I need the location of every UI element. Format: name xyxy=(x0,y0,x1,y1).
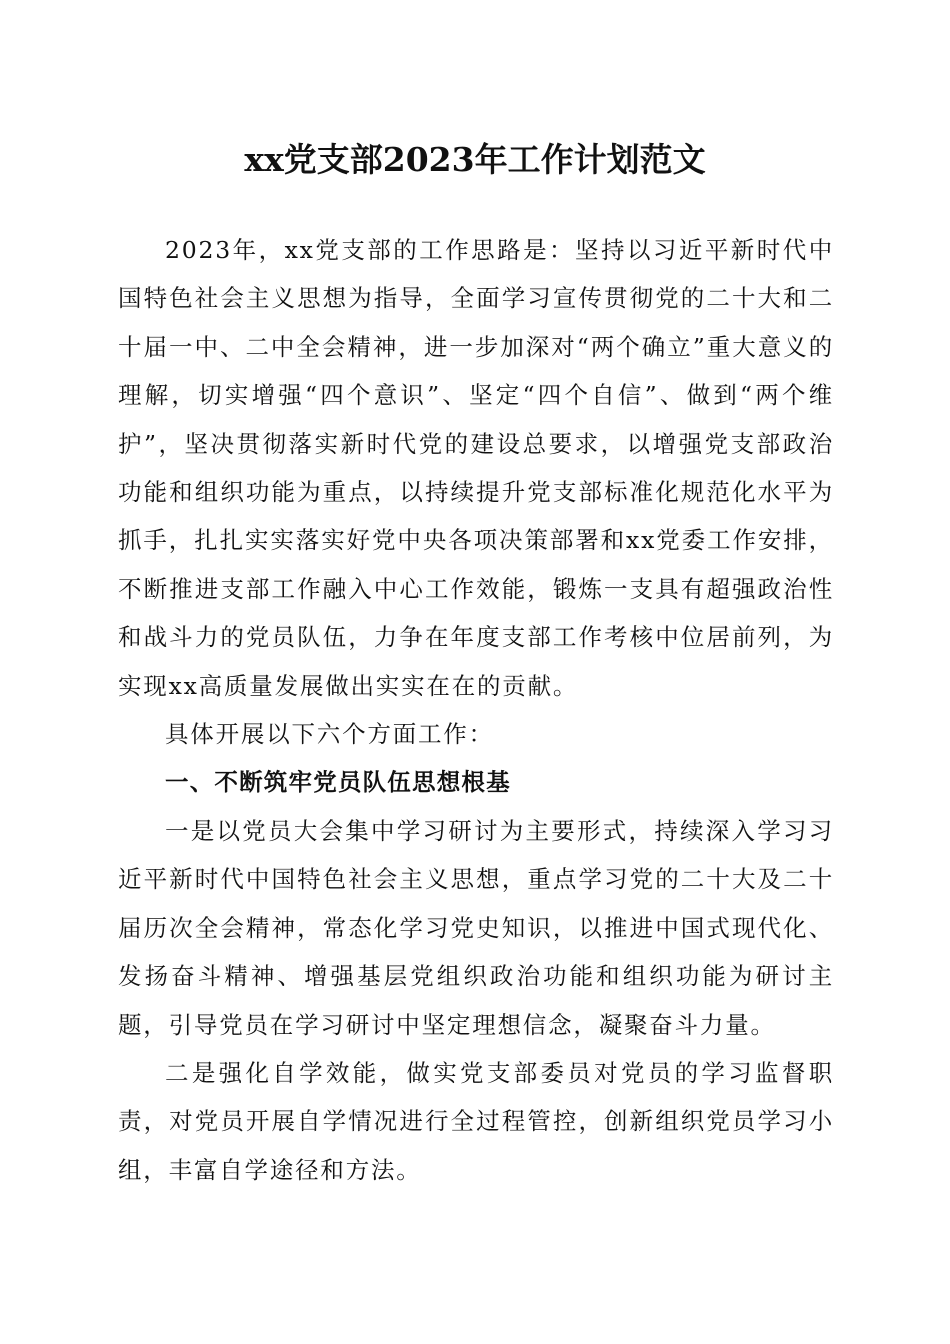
overview-line: 具体开展以下六个方面工作： xyxy=(165,720,494,749)
section-1-heading: 一、不断筑牢党员队伍思想根基 xyxy=(165,768,511,797)
intro-paragraph: 2023年，xx党支部的工作思路是：坚持以习近平新时代中国特色社会主义思想为指导，全面学习宣传贯彻党的二十大和二十届一中、二中全会精神，进一步加深对“两个确立”重大意义的理解，切实增强“四个意识”、坚定“四个自信”、做到“两个维护”，坚决贯彻落实新时代党的建设总要求，以增强党支部政治功能和组织功能为重点，以持续提升党支部标准化规范化水平为抓手，扎扎实实落实好党中央各项决策部署和xx党委工作安排，不断推进支部工作融入中心工作效能，锻炼一支具有超强政治性和战斗力的党员队伍，力争在年度支部工作考核中位居前列，为实现xx高质量发展做出实实在在的贡献。 xyxy=(118,236,834,700)
document-title: xx党支部2023年工作计划范文 xyxy=(244,140,706,179)
document-body xyxy=(118,226,834,1194)
section-1-paragraph-1: 一是以党员大会集中学习研讨为主要形式，持续深入学习习近平新时代中国特色社会主义思想，重点学习党的二十大及二十届历次全会精神，常态化学习党史知识，以推进中国式现代化、发扬奋斗精神、增强基层党组织政治功能和组织功能为研讨主题，引导党员在学习研讨中坚定理想信念，凝聚奋斗力量。 xyxy=(118,816,834,1039)
section-1-paragraph-2: 二是强化自学效能，做实党支部委员对党员的学习监督职责，对党员开展自学情况进行全过程管控，创新组织党员学习小组，丰富自学途径和方法。 xyxy=(118,1058,834,1184)
